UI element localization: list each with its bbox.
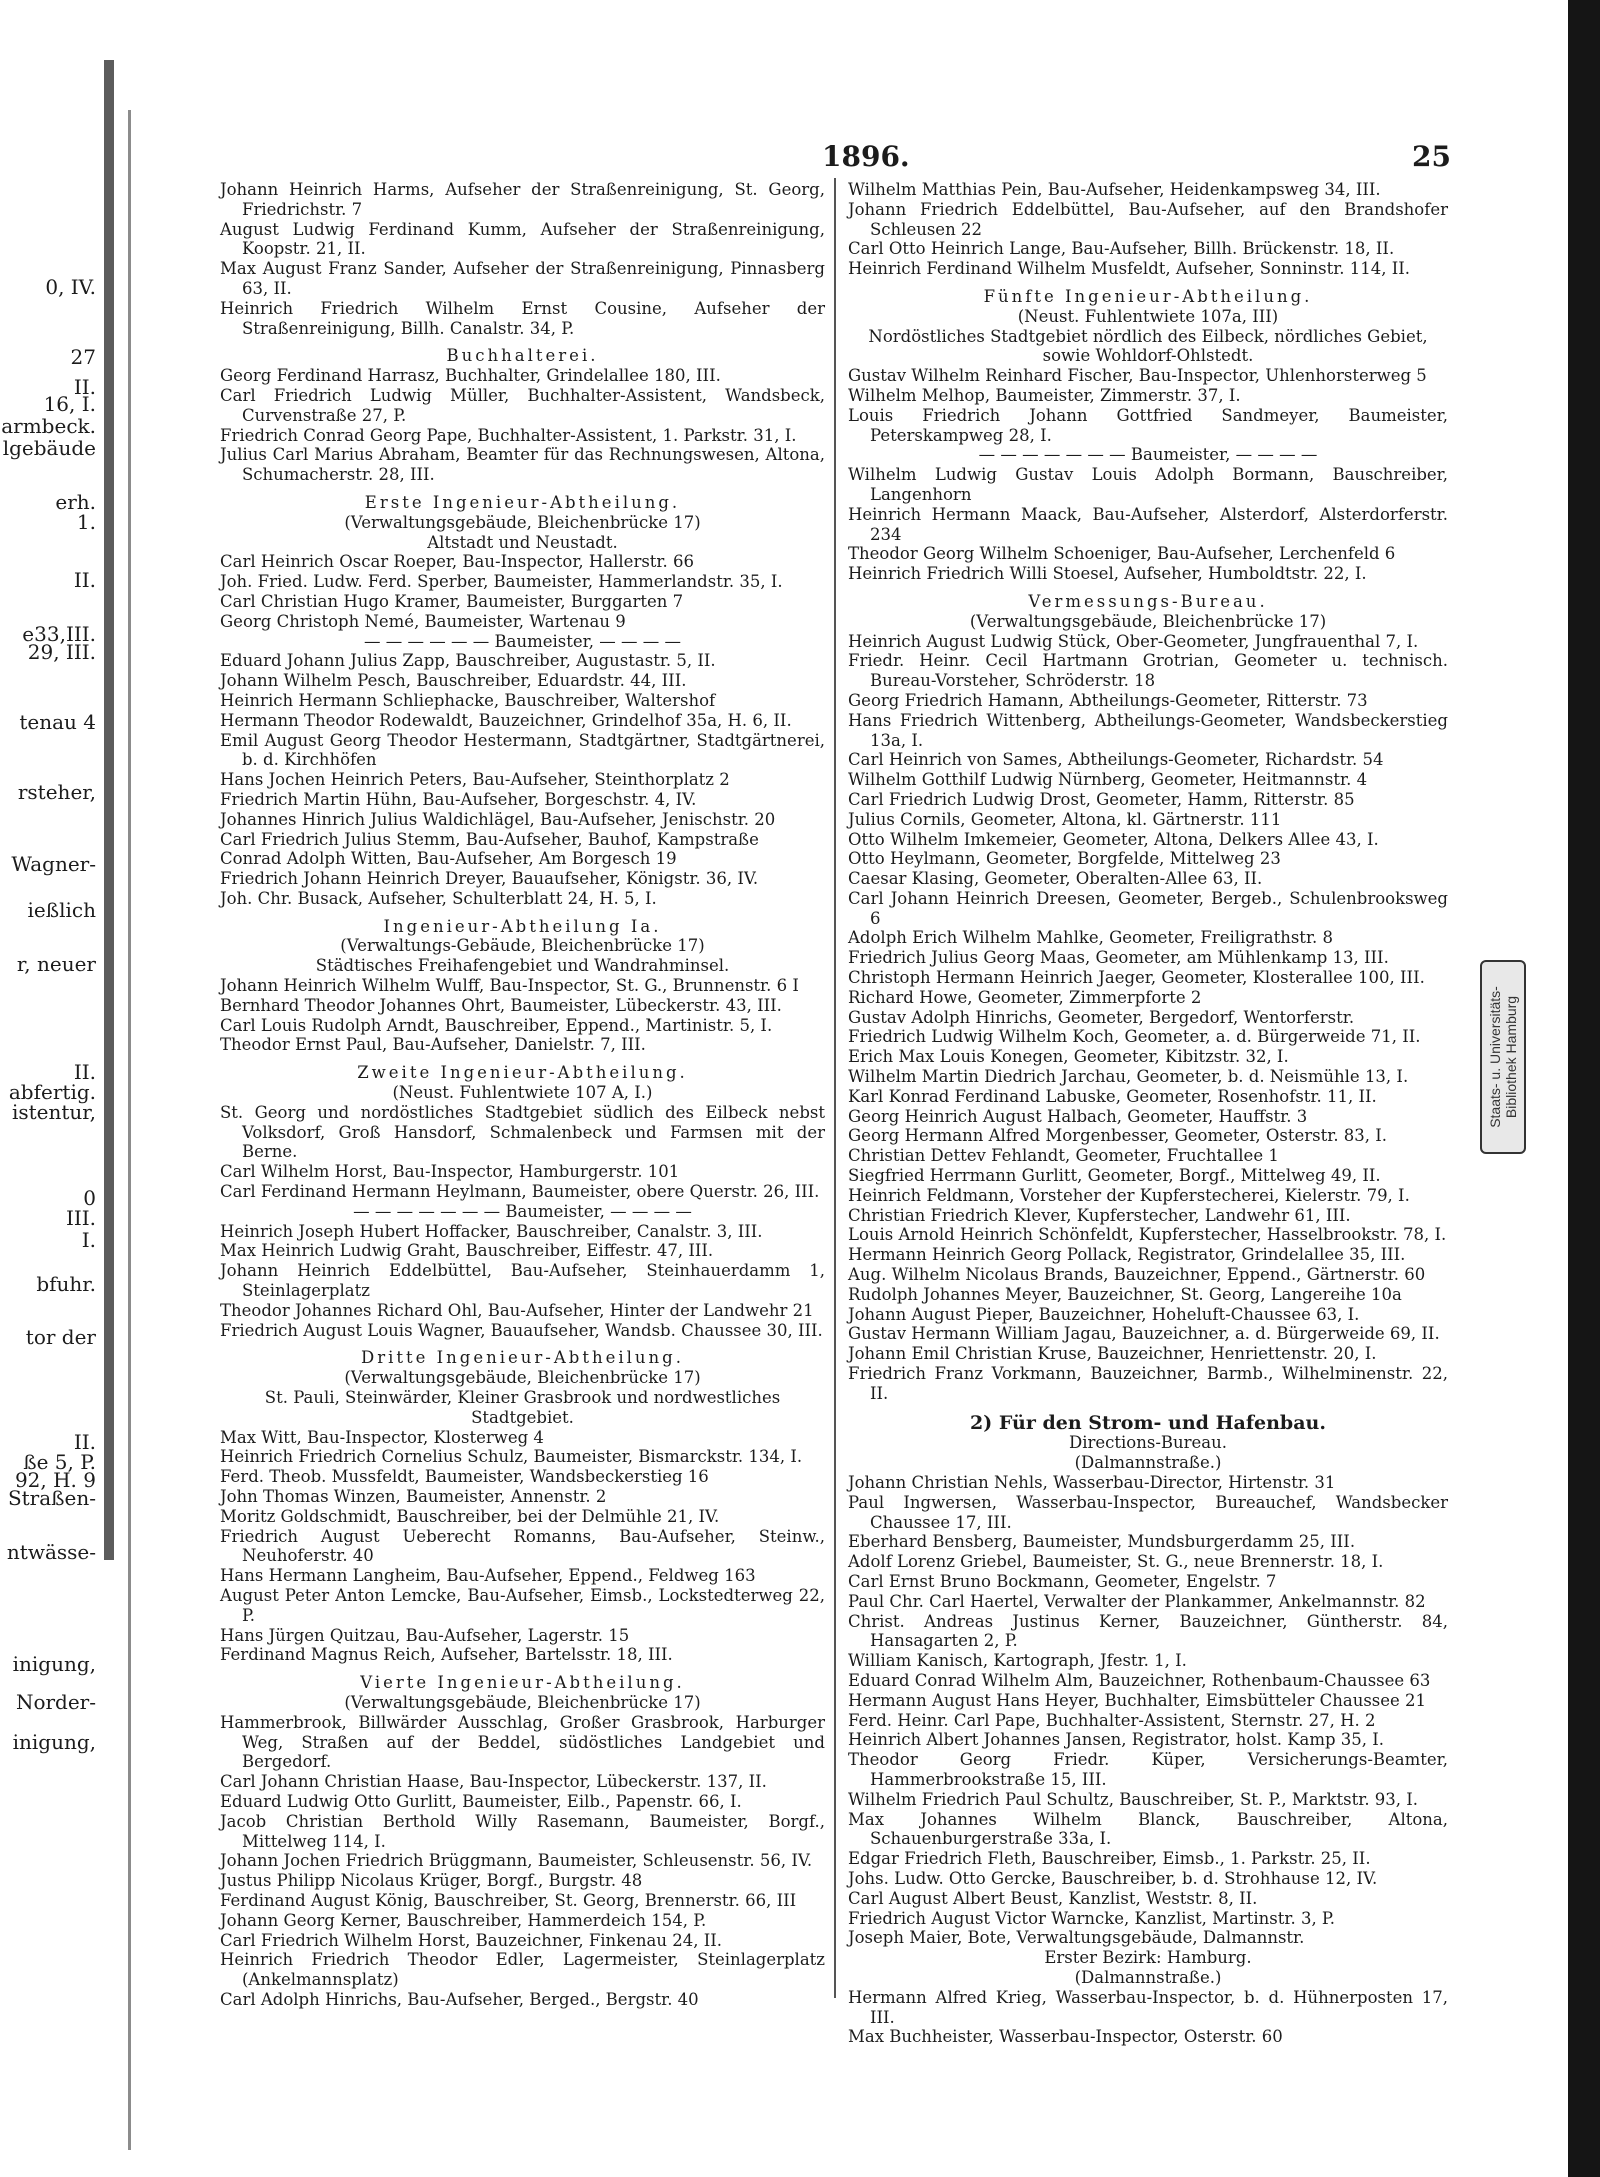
directory-entry: Georg Heinrich August Halbach, Geometer, Hauffstr. 3 [848, 1106, 1308, 1126]
directory-entry: Johann Heinrich Wilhelm Wulff, Bau-Inspector, St. G., Brunnenstr. 6 I [220, 976, 799, 996]
directory-entry: Carl Friedrich Ludwig Müller, Buchhalter-Assistent, Wandsbeck, Curvenstraße 27, P. [220, 385, 825, 425]
directory-entry: Georg Friedrich Hamann, Abtheilungs-Geometer, Ritterstr. 73 [848, 690, 1368, 710]
directory-entry: Heinrich Friedrich Theodor Edler, Lagermeister, Steinlagerplatz (Ankelmannsplatz) [220, 1950, 825, 1990]
prev-page-text: inigung, [12, 1652, 96, 1676]
directory-entry: Johann Friedrich Eddelbüttel, Bau-Aufseher, auf den Brandshofer Schleusen 22 [848, 199, 1448, 239]
prev-page-text: 27 [70, 345, 96, 369]
binding-shadow [104, 60, 114, 1560]
prev-page-text: bfuhr. [36, 1272, 96, 1296]
section-heading: Erster Bezirk: Hamburg. [1044, 1948, 1252, 1968]
directory-entry: Eduard Conrad Wilhelm Alm, Bauzeichner, Rothenbaum-Chaussee 63 [848, 1670, 1431, 1690]
section-heading: Altstadt und Neustadt. [427, 532, 618, 552]
directory-entry: Richard Howe, Geometer, Zimmerpforte 2 [848, 987, 1202, 1007]
directory-entry: William Kanisch, Kartograph, Jfestr. 1, I. [848, 1651, 1187, 1671]
directory-entry: Hans Hermann Langheim, Bau-Aufseher, Eppend., Feldweg 163 [220, 1566, 756, 1586]
directory-entry: Carl Johann Heinrich Dreesen, Geometer, Bergeb., Schulenbrooksweg 6 [848, 888, 1448, 928]
directory-entry: Carl Louis Rudolph Arndt, Bauschreiber, Eppend., Martinistr. 5, I. [220, 1015, 773, 1035]
directory-entry: Carl Christian Hugo Kramer, Baumeister, Burggarten 7 [220, 591, 684, 611]
directory-entry: Justus Philipp Nicolaus Krüger, Borgf., Burgstr. 48 [220, 1871, 643, 1891]
previous-page-fragment [0, 0, 100, 2177]
directory-entry: Theodor Johannes Richard Ohl, Bau-Aufseher, Hinter der Landwehr 21 [220, 1300, 814, 1320]
directory-entry: Wilhelm Martin Diedrich Jarchau, Geometer, b. d. Neismühle 13, I. [848, 1067, 1409, 1087]
directory-entry: Heinrich Albert Johannes Jansen, Registrator, holst. Kamp 35, I. [848, 1730, 1385, 1750]
directory-entry: Johann Emil Christian Kruse, Bauzeichner, Henriettenstr. 20, I. [848, 1344, 1377, 1364]
directory-entry: Georg Hermann Alfred Morgenbesser, Geometer, Osterstr. 83, I. [848, 1126, 1388, 1146]
prev-page-text: Wagner- [11, 852, 96, 876]
prev-page-text: II. [73, 1430, 96, 1454]
directory-entry: Emil August Georg Theodor Hestermann, Stadtgärtner, Stadtgärtnerei, b. d. Kirchhöfen [220, 730, 825, 770]
directory-entry: Gustav Wilhelm Reinhard Fischer, Bau-Inspector, Uhlenhorsterweg 5 [848, 366, 1427, 386]
prev-page-text: r, neuer [16, 952, 96, 976]
directory-entry: Carl August Albert Beust, Kanzlist, Weststr. 8, II. [848, 1888, 1258, 1908]
section-heading: Vierte Ingenieur-Abtheilung. [360, 1673, 685, 1693]
directory-entry: Paul Chr. Carl Haertel, Verwalter der Plankammer, Ankelmannstr. 82 [848, 1591, 1426, 1611]
directory-entry: Karl Konrad Ferdinand Labuske, Geometer, Rosenhofstr. 11, II. [848, 1086, 1377, 1106]
section-heading: Zweite Ingenieur-Abtheilung. [357, 1063, 688, 1083]
directory-entry: Paul Ingwersen, Wasserbau-Inspector, Bureauchef, Wandsbecker Chaussee 17, III. [848, 1492, 1448, 1532]
directory-entry: Friedrich August Ueberecht Romanns, Bau-Aufseher, Steinw., Neuhoferstr. 40 [220, 1526, 825, 1566]
page-edge-line [128, 110, 131, 2150]
directory-entry: Ferdinand August König, Bauschreiber, St. Georg, Brennerstr. 66, III [220, 1890, 797, 1910]
directory-entry: Carl Friedrich Wilhelm Horst, Bauzeichner, Finkenau 24, II. [220, 1930, 723, 1950]
directory-entry: August Peter Anton Lemcke, Bau-Aufseher, Eimsb., Lockstedterweg 22, P. [220, 1585, 825, 1625]
section-heading: (Neust. Fuhlentwiete 107a, III) [1017, 306, 1279, 326]
prev-page-text: Norder- [15, 1690, 96, 1714]
directory-entry: Carl Adolph Hinrichs, Bau-Aufseher, Berged., Bergstr. 40 [220, 1989, 699, 2009]
directory-entry: Johann August Pieper, Bauzeichner, Hoheluft-Chaussee 63, I. [848, 1304, 1360, 1324]
directory-entry: Johann Heinrich Harms, Aufseher der Straßenreinigung, St. Georg, Friedrichstr. 7 [220, 180, 825, 219]
prev-page-text: ntwässe- [6, 1540, 96, 1564]
stamp-line-1: Staats- u. Universitäts- [1487, 986, 1503, 1128]
directory-entry: Eduard Ludwig Otto Gurlitt, Baumeister, Eilb., Papenstr. 66, I. [220, 1791, 742, 1811]
directory-entry: Carl Wilhelm Horst, Bau-Inspector, Hamburgerstr. 101 [220, 1162, 680, 1182]
directory-entry: Caesar Klasing, Geometer, Oberalten-Allee 63, II. [848, 869, 1263, 889]
page-year: 1896. [822, 140, 910, 173]
directory-entry: Johann Wilhelm Pesch, Bauschreiber, Eduardstr. 44, III. [220, 671, 687, 691]
directory-entry: Erich Max Louis Konegen, Geometer, Kibitzstr. 32, I. [848, 1047, 1289, 1067]
section-heading: Erste Ingenieur-Abtheilung. [364, 492, 681, 512]
directory-entry: Heinrich Hermann Maack, Bau-Aufseher, Alsterdorf, Alsterdorferstr. 234 [848, 504, 1448, 544]
prev-page-text: istentur, [11, 1100, 96, 1124]
prev-page-text: tenau 4 [19, 710, 96, 734]
prev-page-text: abfertig. [8, 1080, 96, 1104]
prev-page-text: Straßen- [7, 1486, 96, 1510]
directory-entry: Hammerbrook, Billwärder Ausschlag, Großer Grasbrook, Harburger Weg, Straßen auf der Beddel, südöstliches Landgebiet und Bergedorf. [220, 1712, 825, 1772]
prev-page-text: 0, IV. [45, 275, 96, 299]
section-heading: — — — — — — — Baumeister, — — — — [353, 1201, 692, 1221]
directory-entry: Hermann Heinrich Georg Pollack, Registrator, Grindelallee 35, III. [848, 1245, 1406, 1265]
directory-entry: Christoph Hermann Heinrich Jaeger, Geometer, Klosterallee 100, III. [848, 968, 1425, 988]
directory-entry: Otto Heylmann, Geometer, Borgfelde, Mittelweg 23 [848, 849, 1281, 869]
directory-entry: Wilhelm Friedrich Paul Schultz, Bauschreiber, St. P., Marktstr. 93, I. [848, 1789, 1419, 1809]
directory-entry: Max Witt, Bau-Inspector, Klosterweg 4 [220, 1427, 544, 1447]
section-heading: (Verwaltungsgebäude, Bleichenbrücke 17) [969, 611, 1327, 631]
directory-entry: August Ludwig Ferdinand Kumm, Aufseher der Straßenreinigung, Koopstr. 21, II. [220, 219, 825, 259]
column-divider [834, 178, 836, 1998]
prev-page-text: 1. [76, 510, 96, 534]
directory-entry: Gustav Adolph Hinrichs, Geometer, Bergedorf, Wentorferstr. [848, 1007, 1355, 1027]
directory-entry: Carl Ernst Bruno Bockmann, Geometer, Engelstr. 7 [848, 1571, 1277, 1591]
right-column [848, 180, 1448, 2047]
directory-entry: Hermann Alfred Krieg, Wasserbau-Inspector, b. d. Hühnerposten 17, III. [848, 1987, 1448, 2027]
directory-entry: Heinrich Ferdinand Wilhelm Musfeldt, Aufseher, Sonninstr. 114, II. [848, 259, 1411, 279]
section-heading: (Dalmannstraße.) [1074, 1967, 1222, 1987]
directory-entry: John Thomas Winzen, Baumeister, Annenstr. 2 [220, 1487, 607, 1506]
directory-entry: Theodor Georg Wilhelm Schoeniger, Bau-Aufseher, Lerchenfeld 6 [848, 544, 1396, 564]
directory-entry: Wilhelm Gotthilf Ludwig Nürnberg, Geometer, Heitmannstr. 4 [848, 770, 1368, 790]
section-heading: (Verwaltungsgebäude, Bleichenbrücke 17) [344, 1368, 701, 1388]
directory-entry: Johs. Ludw. Otto Gercke, Bauschreiber, b. d. Strohhause 12, IV. [848, 1868, 1378, 1888]
prev-page-text: II. [73, 1060, 96, 1084]
directory-entry: Ferdinand Magnus Reich, Aufseher, Bartelsstr. 18, III. [220, 1645, 673, 1665]
directory-entry: Theodor Georg Friedr. Küper, Versicherungs-Beamter, Hammerbrookstraße 15, III. [848, 1750, 1448, 1789]
directory-entry: Friedrich Conrad Georg Pape, Buchhalter-Assistent, 1. Parkstr. 31, I. [220, 425, 797, 445]
directory-entry: Conrad Adolph Witten, Bau-Aufseher, Am Borgesch 19 [220, 849, 677, 869]
directory-entry: Rudolph Johannes Meyer, Bauzeichner, St. Georg, Langereihe 10a [848, 1284, 1402, 1304]
directory-entry: Heinrich August Ludwig Stück, Ober-Geometer, Jungfrauenthal 7, I. [848, 631, 1419, 651]
directory-entry: Heinrich Hermann Schliephacke, Bauschreiber, Waltershof [220, 690, 716, 710]
directory-entry: Edgar Friedrich Fleth, Bauschreiber, Eimsb., 1. Parkstr. 25, II. [848, 1849, 1371, 1869]
directory-entry: Georg Christoph Nemé, Baumeister, Wartenau 9 [220, 611, 626, 631]
page-number: 25 [1412, 140, 1451, 173]
directory-entry: Heinrich Friedrich Wilhelm Ernst Cousine, Aufseher der Straßenreinigung, Billh. Canalstr. 34, P. [220, 298, 825, 338]
section-heading: Ingenieur-Abtheilung Ia. [383, 916, 662, 936]
directory-entry: Johann Christian Nehls, Wasserbau-Director, Hirtenstr. 31 [848, 1473, 1336, 1492]
directory-entry: Eberhard Bensberg, Baumeister, Mundsburgerdamm 25, III. [848, 1532, 1356, 1552]
stamp-text [1487, 986, 1519, 1128]
directory-entry: Friedr. Heinr. Cecil Hartmann Grotrian, Geometer u. technisch. Bureau-Vorsteher, Schröderstr. 18 [848, 651, 1448, 691]
section-heading: (Verwaltungsgebäude, Bleichenbrücke 17) [344, 512, 701, 532]
directory-entry: Joh. Chr. Busack, Aufseher, Schulterblatt 24, H. 5, I. [220, 888, 657, 908]
section-heading: (Verwaltungsgebäude, Bleichenbrücke 17) [344, 1692, 701, 1712]
section-heading: Directions-Bureau. [1068, 1433, 1228, 1453]
directory-entry: Hermann August Hans Heyer, Buchhalter, Eimsbütteler Chaussee 21 [848, 1690, 1427, 1710]
directory-entry: Gustav Hermann William Jagau, Bauzeichner, a. d. Bürgerweide 69, II. [848, 1324, 1440, 1344]
directory-entry: Christian Dettev Fehlandt, Geometer, Fruchtallee 1 [848, 1146, 1279, 1166]
directory-entry: Julius Cornils, Geometer, Altona, kl. Gärtnerstr. 111 [848, 809, 1282, 829]
prev-page-text: 29, III. [27, 640, 96, 664]
prev-page-text: inigung, [12, 1730, 96, 1754]
prev-page-text: 0 [83, 1186, 96, 1210]
directory-entry: Hans Friedrich Wittenberg, Abtheilungs-Geometer, Wandsbeckerstieg 13a, I. [848, 710, 1448, 750]
directory-entry: Johann Heinrich Eddelbüttel, Bau-Aufseher, Steinhauerdamm 1, Steinlagerplatz [220, 1261, 825, 1301]
directory-entry: Carl Otto Heinrich Lange, Bau-Aufseher, Billh. Brückenstr. 18, II. [848, 239, 1395, 259]
directory-entry: St. Georg und nordöstliches Stadtgebiet südlich des Eilbeck nebst Volksdorf, Groß Hansdorf, Schmalenbeck und Farmsen mit der Berne. [220, 1102, 825, 1162]
prev-page-text: 16, I. [43, 392, 96, 416]
directory-entry: Carl Friedrich Julius Stemm, Bau-Aufseher, Bauhof, Kampstraße [220, 829, 759, 849]
directory-entry: Ferd. Heinr. Carl Pape, Buchhalter-Assistent, Sternstr. 27, H. 2 [848, 1710, 1376, 1730]
prev-page-text: III. [65, 1206, 96, 1230]
directory-entry: Friedrich Ludwig Wilhelm Koch, Geometer, a. d. Bürgerweide 71, II. [848, 1027, 1421, 1047]
stamp-line-2: Bibliothek Hamburg [1503, 995, 1519, 1119]
left-column [220, 180, 825, 2010]
scan-border [1568, 0, 1600, 2177]
directory-entry: Hermann Theodor Rodewaldt, Bauzeichner, Grindelhof 35a, H. 6, II. [220, 710, 792, 730]
directory-entry: Carl Ferdinand Hermann Heylmann, Baumeister, obere Querstr. 26, III. [220, 1182, 820, 1202]
directory-entry: Heinrich Friedrich Willi Stoesel, Aufseher, Humboldtstr. 22, I. [848, 564, 1367, 584]
directory-entry: Max Johannes Wilhelm Blanck, Bauschreiber, Altona, Schauenburgerstraße 33a, I. [848, 1809, 1448, 1849]
section-heading: St. Pauli, Steinwärder, Kleiner Grasbrook und nordwestliches Stadtgebiet. [264, 1388, 781, 1427]
directory-entry: Eduard Johann Julius Zapp, Bauschreiber, Augustastr. 5, II. [220, 651, 716, 671]
directory-entry: Aug. Wilhelm Nicolaus Brands, Bauzeichner, Eppend., Gärtnerstr. 60 [848, 1265, 1426, 1285]
prev-page-text: ießlich [27, 898, 96, 922]
section-heading: Nordöstliches Stadtgebiet nördlich des Eilbeck, nördliches Gebiet, sowie Wohldorf-Ohlstedt. [868, 326, 1428, 366]
prev-page-text: e33,III. [22, 622, 96, 646]
prev-page-text: lgebäude [2, 436, 96, 460]
directory-entry: Carl Heinrich Oscar Roeper, Bau-Inspector, Hallerstr. 66 [220, 552, 694, 572]
directory-entry: Wilhelm Ludwig Gustav Louis Adolph Bormann, Bauschreiber, Langenhorn [848, 465, 1448, 504]
directory-entry: Theodor Ernst Paul, Bau-Aufseher, Danielstr. 7, III. [220, 1035, 646, 1055]
prev-page-text: tor der [25, 1325, 96, 1349]
directory-entry: Friedrich Julius Georg Maas, Geometer, am Mühlenkamp 13, III. [848, 948, 1389, 968]
directory-entry: Jacob Christian Berthold Willy Rasemann, Baumeister, Borgf., Mittelweg 114, I. [220, 1811, 825, 1851]
directory-entry: Christ. Andreas Justinus Kerner, Bauzeichner, Güntherstr. 84, Hansagarten 2, P. [848, 1611, 1448, 1651]
directory-entry: Heinrich Friedrich Cornelius Schulz, Baumeister, Bismarckstr. 134, I. [220, 1447, 803, 1467]
directory-entry: Bernhard Theodor Johannes Ohrt, Baumeister, Lübeckerstr. 43, III. [220, 995, 782, 1015]
directory-entry: Adolph Erich Wilhelm Mahlke, Geometer, Freiligrathstr. 8 [848, 928, 1334, 948]
prev-page-text: II. [73, 568, 96, 592]
section-heading: (Neust. Fuhlentwiete 107 A, I.) [392, 1083, 653, 1103]
directory-entry: Max Buchheister, Wasserbau-Inspector, Osterstr. 60 [848, 2027, 1283, 2047]
directory-entry: Heinrich Feldmann, Vorsteher der Kupferstecherei, Kielerstr. 79, I. [848, 1185, 1410, 1205]
directory-entry: Hans Jochen Heinrich Peters, Bau-Aufseher, Steinthorplatz 2 [220, 770, 730, 790]
directory-entry: Moritz Goldschmidt, Bauschreiber, bei der Delmühle 21, IV. [220, 1506, 720, 1526]
prev-page-text: armbeck. [1, 414, 96, 438]
section-heading: Buchhalterei. [446, 346, 599, 366]
library-stamp [1480, 960, 1526, 1154]
directory-entry: Max August Franz Sander, Aufseher der Straßenreinigung, Pinnasberg 63, II. [220, 259, 825, 298]
directory-entry: Otto Wilhelm Imkemeier, Geometer, Altona, Delkers Allee 43, I. [848, 829, 1379, 849]
directory-entry: Carl Heinrich von Sames, Abtheilungs-Geometer, Richardstr. 54 [848, 750, 1384, 770]
prev-page-text: rsteher, [17, 780, 96, 804]
directory-entry: Johann Georg Kerner, Bauschreiber, Hammerdeich 154, P. [220, 1910, 707, 1930]
section-heading: — — — — — — — Baumeister, — — — — [978, 445, 1318, 465]
directory-entry: Wilhelm Matthias Pein, Bau-Aufseher, Heidenkampsweg 34, III. [848, 180, 1381, 199]
directory-entry: Georg Ferdinand Harrasz, Buchhalter, Grindelallee 180, III. [220, 366, 721, 386]
directory-page [150, 140, 1465, 2070]
section-heading: Fünfte Ingenieur-Abtheilung. [983, 286, 1313, 306]
directory-entry: Carl Johann Christian Haase, Bau-Inspector, Lübeckerstr. 137, II. [220, 1772, 767, 1792]
prev-page-text: 92, H. 9 [14, 1468, 96, 1492]
section-heading: Dritte Ingenieur-Abtheilung. [360, 1348, 684, 1368]
section-heading: (Verwaltungs-Gebäude, Bleichenbrücke 17) [340, 936, 705, 956]
directory-entry: Louis Friedrich Johann Gottfried Sandmeyer, Baumeister, Peterskampweg 28, I. [848, 405, 1448, 445]
directory-entry: Hans Jürgen Quitzau, Bau-Aufseher, Lagerstr. 15 [220, 1625, 630, 1645]
directory-entry: Wilhelm Melhop, Baumeister, Zimmerstr. 37, I. [848, 385, 1241, 405]
section-heading: — — — — — — Baumeister, — — — — [364, 631, 681, 651]
section-heading: Städtisches Freihafengebiet und Wandrahminsel. [315, 956, 730, 976]
prev-page-text: erh. [55, 490, 96, 514]
prev-page-text: I. [81, 1228, 96, 1252]
directory-entry: Max Heinrich Ludwig Graht, Bauschreiber, Eiffestr. 47, III. [220, 1241, 714, 1261]
directory-entry: Friedrich Johann Heinrich Dreyer, Bauaufseher, Königstr. 36, IV. [220, 869, 759, 889]
directory-entry: Friedrich Franz Vorkmann, Bauzeichner, Barmb., Wilhelminenstr. 22, II. [848, 1364, 1448, 1403]
directory-entry: Johannes Hinrich Julius Waldichlägel, Bau-Aufseher, Jenischstr. 20 [220, 809, 776, 829]
directory-entry: Carl Friedrich Ludwig Drost, Geometer, Hamm, Ritterstr. 85 [848, 789, 1355, 809]
section-heading: 2) Für den Strom- und Hafenbau. [970, 1411, 1326, 1434]
directory-entry: Christian Friedrich Klever, Kupferstecher, Landwehr 61, III. [848, 1205, 1351, 1225]
section-heading: (Dalmannstraße.) [1074, 1453, 1222, 1473]
directory-entry: Louis Arnold Heinrich Schönfeldt, Kupferstecher, Hasselbrookstr. 78, I. [848, 1225, 1447, 1245]
directory-entry: Friedrich August Louis Wagner, Bauaufseher, Wandsb. Chaussee 30, III. [220, 1320, 823, 1340]
directory-entry: Heinrich Joseph Hubert Hoffacker, Bauschreiber, Canalstr. 3, III. [220, 1221, 763, 1241]
directory-entry: Johann Jochen Friedrich Brüggmann, Baumeister, Schleusenstr. 56, IV. [220, 1851, 813, 1871]
prev-page-text: II. [73, 375, 96, 399]
directory-entry: Julius Carl Marius Abraham, Beamter für das Rechnungswesen, Altona, Schumacherstr. 28, III. [220, 445, 825, 485]
directory-entry: Joseph Maier, Bote, Verwaltungsgebäude, Dalmannstr. [848, 1928, 1305, 1948]
section-heading: Vermessungs-Bureau. [1028, 591, 1268, 611]
directory-entry: Joh. Fried. Ludw. Ferd. Sperber, Baumeister, Hammerlandstr. 35, I. [220, 572, 783, 592]
directory-entry: Adolf Lorenz Griebel, Baumeister, St. G., neue Brennerstr. 18, I. [848, 1552, 1384, 1572]
directory-entry: Ferd. Theob. Mussfeldt, Baumeister, Wandsbeckerstieg 16 [220, 1467, 709, 1487]
directory-entry: Friedrich Martin Hühn, Bau-Aufseher, Borgeschstr. 4, IV. [220, 789, 697, 809]
directory-entry: Siegfried Herrmann Gurlitt, Geometer, Borgf., Mittelweg 49, II. [848, 1166, 1381, 1186]
directory-entry: Friedrich August Victor Warncke, Kanzlist, Martinstr. 3, P. [848, 1908, 1335, 1928]
prev-page-text: ße 5, P. [23, 1450, 96, 1474]
